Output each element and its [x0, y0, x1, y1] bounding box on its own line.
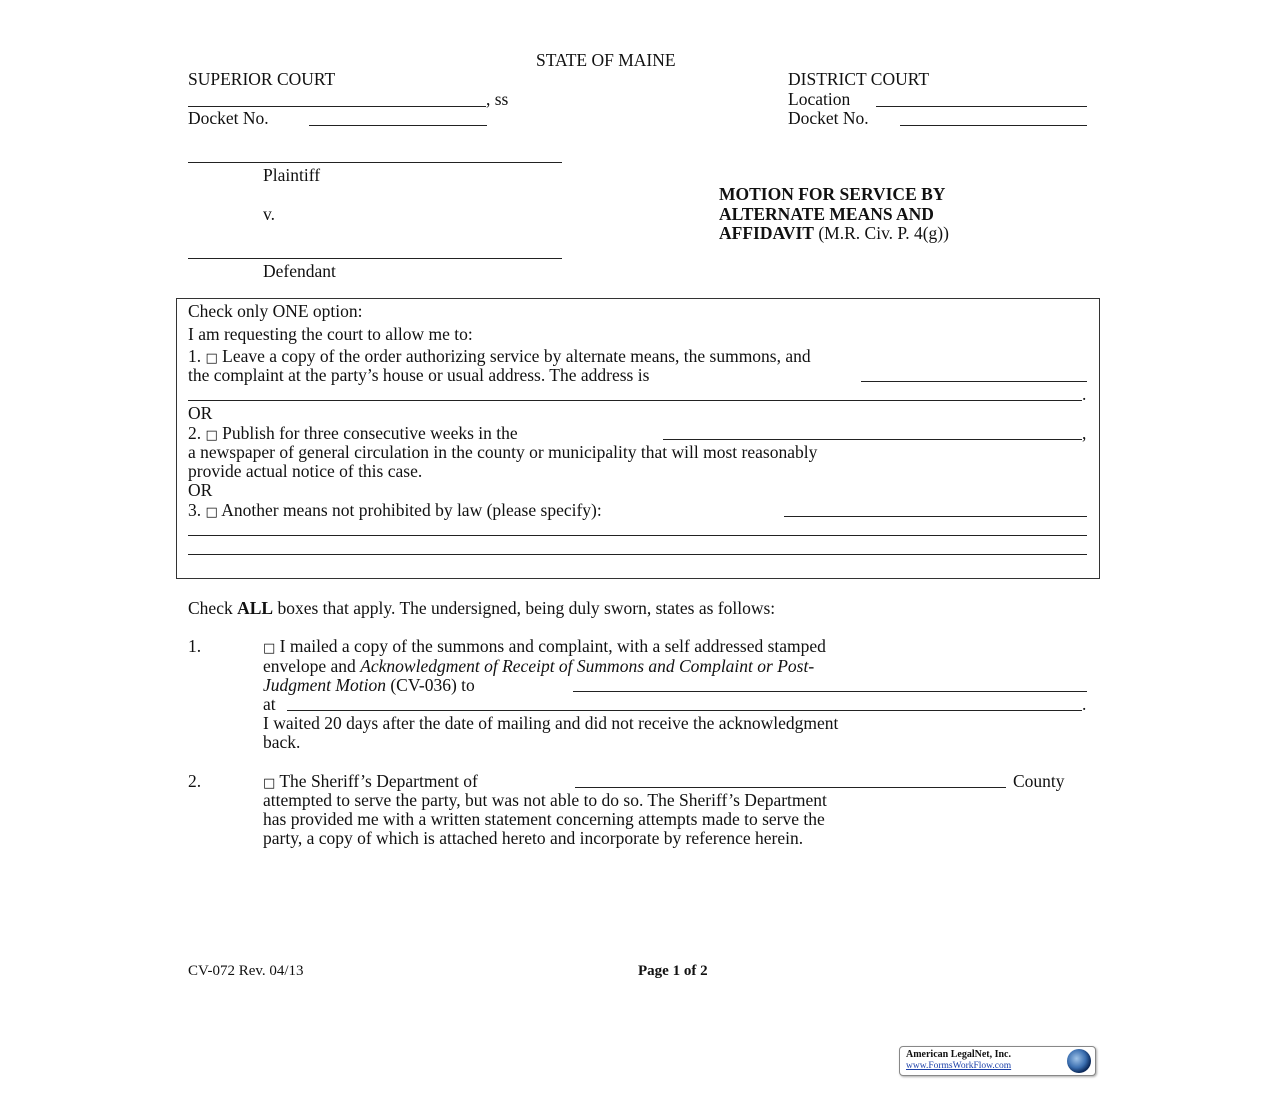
check-one-instruction: Check only ONE option: [188, 301, 363, 321]
item-2-sheriff: The Sheriff’s Department of [279, 771, 478, 791]
title-line-2: ALTERNATE MEANS AND [719, 204, 934, 224]
intro-post: boxes that apply. The undersigned, being duly sworn, states as follows: [273, 598, 776, 618]
item-1-checkbox[interactable]: □ [263, 641, 276, 656]
option-2-line-3: provide actual notice of this case. [188, 461, 423, 481]
title-line-1: MOTION FOR SERVICE BY [719, 184, 946, 204]
legalnet-logo[interactable] [899, 1046, 1096, 1076]
item-1-line-6: back. [263, 732, 301, 752]
location-label: Location [788, 89, 851, 109]
option-1-checkbox[interactable]: □ [205, 351, 218, 366]
option-2-line-2: a newspaper of general circulation in the county or municipality that will most reasonably [188, 442, 818, 462]
option-3-text: Another means not prohibited by law (please specify): [221, 500, 602, 520]
or-separator-1: OR [188, 403, 213, 423]
plaintiff-label: Plaintiff [263, 165, 321, 185]
or-separator-2: OR [188, 480, 213, 500]
district-court-label: DISTRICT COURT [788, 69, 930, 89]
option-3-checkbox[interactable]: □ [205, 505, 218, 520]
option-3-line-1 [188, 500, 602, 523]
newspaper-comma: , [1082, 423, 1087, 443]
address-period: . [1082, 384, 1087, 404]
other-means-blank-2[interactable] [188, 535, 1087, 536]
option-2-text: Publish for three consecutive weeks in the [222, 423, 518, 443]
form-id: CV-072 Rev. 04/13 [188, 963, 304, 979]
option-1-number: 1. [188, 346, 202, 366]
other-means-blank-3[interactable] [188, 554, 1087, 555]
docket-label-left: Docket No. [188, 108, 269, 128]
other-means-blank-1[interactable] [784, 516, 1087, 517]
defendant-label: Defendant [263, 261, 336, 281]
item-2-line-2: attempted to serve the party, but was not able to do so. The Sheriff’s Department [263, 790, 827, 810]
item-2-checkbox[interactable]: □ [263, 776, 276, 791]
globe-icon [1067, 1049, 1091, 1073]
defendant-blank[interactable] [188, 258, 562, 259]
superior-court-label: SUPERIOR COURT [188, 69, 336, 89]
docket-label-right: Docket No. [788, 108, 869, 128]
item-1-form-title-b: Judgment Motion [263, 675, 386, 695]
address-blank-2[interactable] [188, 400, 1082, 401]
item-2-county: County [1013, 771, 1065, 791]
item-1-at: at [263, 694, 276, 714]
option-2-number: 2. [188, 423, 202, 443]
logo-url[interactable]: www.FormsWorkFlow.com [906, 1061, 1012, 1071]
page-number: Page 1 of 2 [638, 963, 708, 979]
location-blank[interactable] [876, 106, 1087, 107]
item-1-text: I mailed a copy of the summons and complaint, with a self addressed stamped [279, 636, 826, 656]
address-blank-1[interactable] [861, 381, 1087, 382]
option-1-line-2: the complaint at the party’s house or usual address. The address is [188, 365, 650, 385]
county-name-blank[interactable] [575, 787, 1006, 788]
state-heading: STATE OF MAINE [536, 50, 676, 70]
intro-pre: Check [188, 598, 238, 618]
option-2-checkbox[interactable]: □ [205, 428, 218, 443]
docket-blank-left[interactable] [309, 125, 487, 126]
newspaper-blank[interactable] [663, 439, 1082, 440]
option-1-text: Leave a copy of the order authorizing service by alternate means, the summons, and [222, 346, 811, 366]
item-2-number: 2. [188, 771, 202, 791]
item-1-line-3 [263, 675, 475, 695]
item-1-to: (CV-036) to [385, 675, 475, 695]
intro-all: ALL [237, 598, 274, 618]
logo-company: American LegalNet, Inc. [906, 1049, 1011, 1060]
item-1-number: 1. [188, 636, 202, 656]
item-2-line-3: has provided me with a written statement concerning attempts made to serve the [263, 809, 825, 829]
item-1-line-2 [263, 656, 814, 676]
title-rule: (M.R. Civ. P. 4(g)) [813, 223, 949, 243]
item-1-form-title-a: Acknowledgment of Receipt of Summons and Complaint or Post- [360, 656, 815, 676]
affidavit-intro [188, 598, 775, 618]
ss-label: , ss [486, 89, 509, 109]
mailed-to-blank[interactable] [573, 691, 1087, 692]
item-2-line-4: party, a copy of which is attached hereto and incorporate by reference herein. [263, 828, 804, 848]
request-text: I am requesting the court to allow me to: [188, 324, 473, 344]
mailed-at-blank[interactable] [287, 710, 1082, 711]
title-affidavit: AFFIDAVIT [719, 223, 814, 243]
plaintiff-blank[interactable] [188, 162, 562, 163]
docket-blank-right[interactable] [900, 125, 1087, 126]
title-line-3 [719, 223, 949, 243]
item-1-envelope: envelope and [263, 656, 361, 676]
option-3-number: 3. [188, 500, 202, 520]
county-blank[interactable] [188, 106, 486, 107]
item-1-period: . [1082, 694, 1087, 714]
item-1-line-5: I waited 20 days after the date of mailing and did not receive the acknowledgment [263, 713, 839, 733]
versus-label: v. [263, 204, 275, 224]
